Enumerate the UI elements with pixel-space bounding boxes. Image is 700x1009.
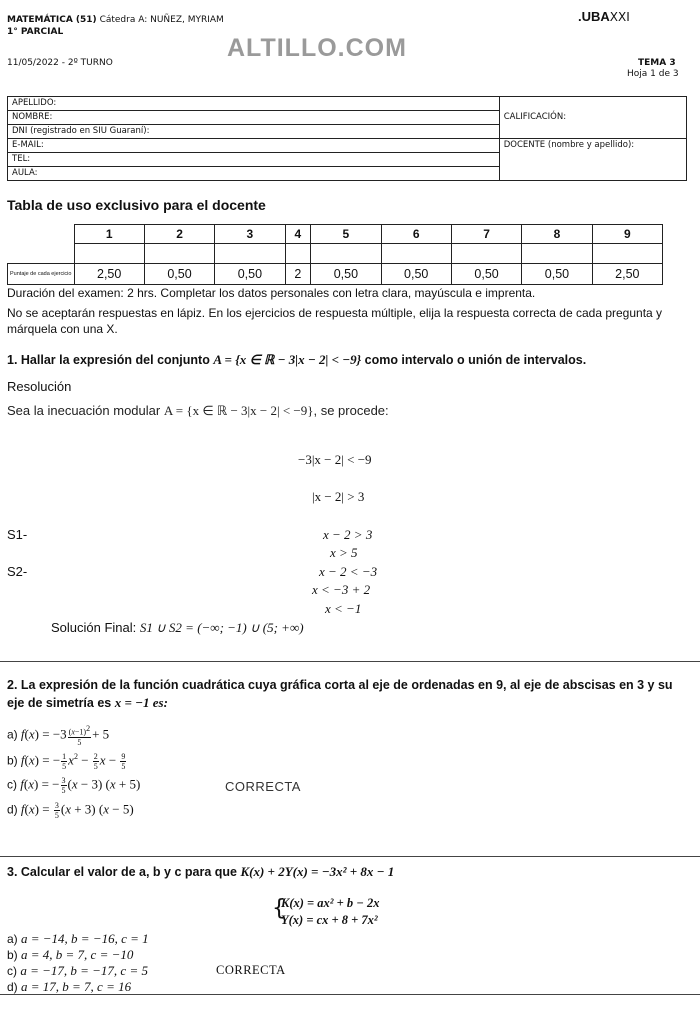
score-table-title: Tabla de uso exclusivo para el docente	[7, 197, 266, 213]
q1-s1-line2: x > 5	[330, 545, 358, 560]
score-entry-cell[interactable]	[381, 244, 451, 264]
q3-statement-text: 3. Calcular el valor de a, b y c para que	[7, 865, 237, 879]
score-entry-cell[interactable]	[144, 244, 214, 264]
score-entry-cell[interactable]	[592, 244, 662, 264]
q1-s1-label: S1-	[7, 527, 28, 542]
score-value: 0,50	[381, 264, 451, 285]
watermark: ALTILLO.COM	[227, 34, 407, 62]
q3-option-d[interactable]	[7, 979, 131, 995]
score-value: 0,50	[311, 264, 381, 285]
hoja-label: Hoja 1 de 3	[627, 69, 679, 79]
score-value: 2,50	[74, 264, 144, 285]
q1-final-expr: S1 ∪ S2 = (−∞; −1) ∪ (5; +∞)	[139, 620, 304, 635]
duration-note: Duración del examen: 2 hrs. Completar los datos personales con letra clara, mayúscula e imprenta.	[7, 286, 536, 300]
q2-option-label: b)	[7, 753, 18, 768]
q3-statement	[7, 863, 394, 881]
q2-correct-mark: CORRECTA	[225, 779, 301, 794]
q1-intro-set: A = {x ∈ ℝ − 3|x − 2| < −9}	[163, 403, 314, 418]
q1-s1-line1: x − 2 > 3	[323, 527, 373, 542]
q1-s2-label: S2-	[7, 564, 28, 579]
q1-intro	[7, 403, 389, 419]
uba-logo	[578, 9, 630, 24]
field-calificacion[interactable]: CALIFICACIÓN:	[499, 97, 686, 139]
q3-option-c[interactable]	[7, 963, 148, 979]
score-row-label: Puntaje de cada ejercicio	[8, 264, 75, 285]
field-dni[interactable]: DNI (registrado en SIU Guaraní):	[8, 125, 500, 139]
pencil-note: No se aceptarán respuestas en lápiz. En los ejercicios de respuesta múltiple, elija la respuesta correcta de cada pregunta y márquela con una X.	[7, 306, 663, 336]
q2-option-b[interactable]: b) f(x) = − $\frac{1}{5}$ $x^2$ − $\frac{2}{5}$ x − $\frac{9}{5}$	[7, 752, 126, 771]
q2-statement-text: 2. La expresión de la función cuadrática cuya gráfica corta al eje de ordenadas en 9, al eje de abscisas en 3 y su eje de simetría es	[7, 678, 673, 710]
course-name: MATEMÁTICA (51)	[7, 15, 97, 25]
score-col-header: 3	[215, 225, 285, 244]
q1-final-label: Solución Final:	[51, 620, 137, 635]
q2-option-c[interactable]: c) f(x) = − $\frac{3}{5}$ (x − 3) (x + 5)	[7, 776, 141, 795]
divider	[0, 661, 700, 662]
score-col-header: 6	[381, 225, 451, 244]
q3-system-k: K(x) = ax² + b − 2x	[281, 896, 380, 910]
q3-option-value: a = 17, b = 7, c = 16	[21, 979, 132, 994]
q3-option-label: b)	[7, 948, 18, 962]
chair-name: Cátedra A: NUÑEZ, MYRIAM	[99, 15, 224, 25]
q2-option-label: c)	[7, 777, 17, 792]
q3-option-value: a = −14, b = −16, c = 1	[21, 931, 149, 946]
score-entry-cell[interactable]	[285, 244, 311, 264]
score-entry-cell[interactable]	[311, 244, 381, 264]
q1-step1: −3|x − 2| < −9	[298, 452, 372, 467]
q1-statement	[7, 351, 697, 369]
q3-option-label: d)	[7, 980, 18, 994]
score-col-header: 1	[74, 225, 144, 244]
q1-resolucion: Resolución	[7, 379, 72, 394]
score-col-header: 8	[522, 225, 592, 244]
course-header	[7, 14, 224, 26]
q1-s2-line3: x < −1	[325, 601, 362, 616]
score-col-header: 2	[144, 225, 214, 244]
q3-option-b[interactable]	[7, 947, 133, 963]
personal-info-form	[7, 96, 687, 181]
q1-s2-line2: x < −3 + 2	[312, 582, 371, 597]
q3-option-value: a = −17, b = −17, c = 5	[20, 963, 148, 978]
q3-system-y: Y(x) = cx + 8 + 7x²	[281, 913, 378, 927]
q1-set-expression: A = {x ∈ ℝ − 3|x − 2| < −9}	[213, 352, 362, 367]
q3-statement-eq: K(x) + 2Y(x) = −3x² + 8x − 1	[240, 864, 395, 879]
q2-statement-eq: x = −1 es:	[114, 695, 168, 710]
field-email[interactable]: E-MAIL:	[8, 139, 500, 153]
q2-option-label: d)	[7, 802, 18, 817]
score-value: 0,50	[144, 264, 214, 285]
q2-option-a[interactable]: a) f(x) = −3 $\frac{(x-1)^2}{5}$ + 5	[7, 724, 110, 747]
score-col-header: 9	[592, 225, 662, 244]
q1-intro-post: , se procede:	[313, 403, 389, 418]
q1-statement-post: como intervalo o unión de intervalos.	[364, 353, 587, 367]
score-col-header: 7	[451, 225, 521, 244]
score-entry-cell[interactable]	[74, 244, 144, 264]
score-col-header: 4	[285, 225, 311, 244]
score-value: 0,50	[215, 264, 285, 285]
q3-option-label: c)	[7, 964, 17, 978]
q1-intro-pre: Sea la inecuación modular	[7, 403, 161, 418]
q2-statement	[7, 677, 693, 712]
q3-option-label: a)	[7, 932, 18, 946]
field-tel[interactable]: TEL:	[8, 153, 500, 167]
exam-date: 11/05/2022 - 2º TURNO	[7, 58, 113, 68]
field-aula[interactable]: AULA:	[8, 167, 500, 181]
score-value: 0,50	[522, 264, 592, 285]
q2-option-d[interactable]: d) f(x) = $\frac{3}{5}$ (x + 3) (x − 5)	[7, 801, 134, 820]
q3-option-value: a = 4, b = 7, c = −10	[21, 947, 134, 962]
score-col-header: 5	[311, 225, 381, 244]
score-entry-cell[interactable]	[522, 244, 592, 264]
q1-final-solution	[51, 620, 304, 636]
score-entry-cell[interactable]	[451, 244, 521, 264]
exam-title: 1° PARCIAL	[7, 27, 64, 37]
field-docente[interactable]: DOCENTE (nombre y apellido):	[499, 139, 686, 181]
divider	[0, 994, 700, 995]
score-value: 0,50	[451, 264, 521, 285]
q3-option-a[interactable]	[7, 931, 149, 947]
score-table	[7, 224, 663, 285]
logo-suffix: XXI	[609, 10, 630, 24]
divider	[0, 856, 700, 857]
field-apellido[interactable]: APELLIDO:	[8, 97, 500, 111]
score-value: 2	[285, 264, 311, 285]
system-brace: {	[272, 896, 286, 921]
logo-brand: .UBA	[578, 9, 610, 24]
q1-statement-pre: 1. Hallar la expresión del conjunto	[7, 353, 210, 367]
q2-option-label: a)	[7, 727, 18, 742]
field-nombre[interactable]: NOMBRE:	[8, 111, 500, 125]
score-value: 2,50	[592, 264, 662, 285]
q1-step2: |x − 2| > 3	[312, 489, 365, 504]
score-entry-cell[interactable]	[215, 244, 285, 264]
tema-label: TEMA 3	[638, 58, 676, 68]
q3-correct-mark: CORRECTA	[216, 963, 286, 977]
q1-s2-line1: x − 2 < −3	[319, 564, 378, 579]
